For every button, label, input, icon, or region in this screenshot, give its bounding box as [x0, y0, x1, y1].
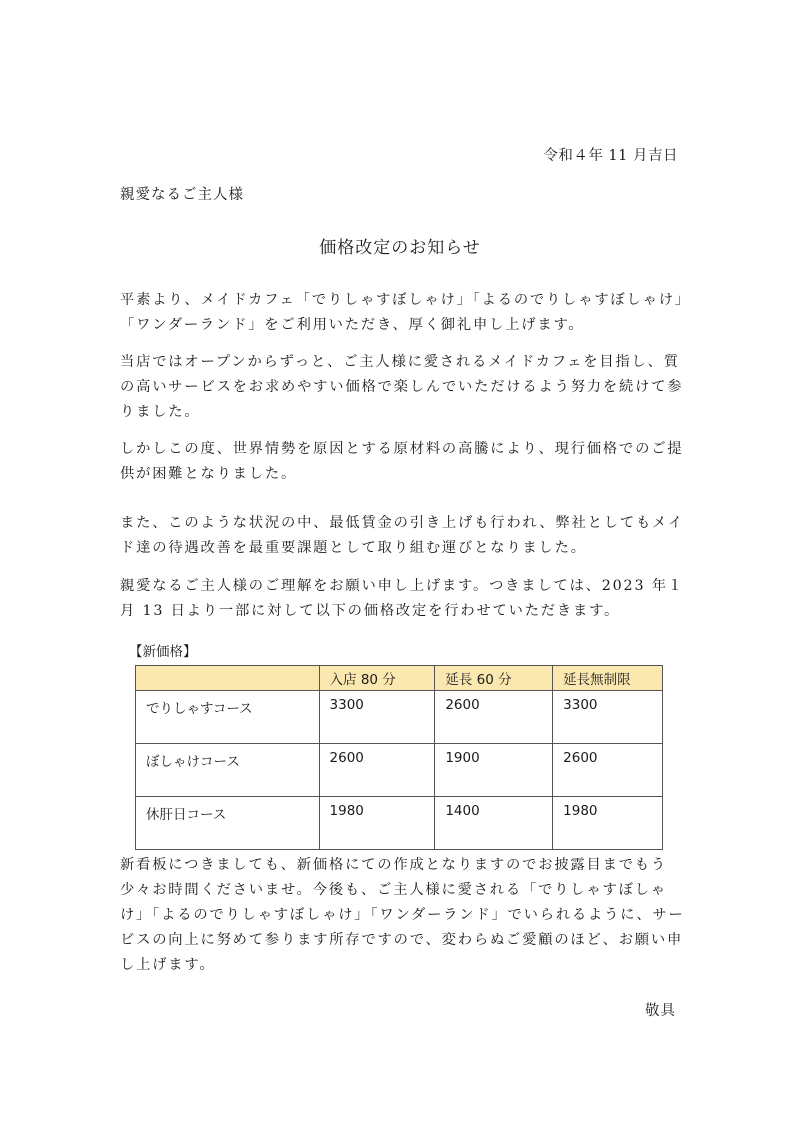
entry-80-price-cell: 2600 [319, 744, 435, 797]
document-date: 令和４年 11 月吉日 [543, 148, 678, 164]
table-row [136, 744, 663, 797]
header-cell-ext-60: 延長 60 分 [435, 666, 553, 691]
entry-80-price-cell: 3300 [319, 691, 435, 744]
price-table [135, 665, 663, 850]
paragraph-wages: また、このような状況の中、最低賃金の引き上げも行われ、弊社としてもメイド達の待遇改善を最重要課題として取り組む運びとなりました。 [120, 515, 684, 556]
ext-unlimited-price-cell: 3300 [553, 691, 663, 744]
closing-remark: 敬具 [645, 1003, 676, 1019]
ext-unlimited-price-cell: 1980 [553, 797, 663, 850]
header-cell-ext-unlimited: 延長無制限 [553, 666, 663, 691]
paragraph-signboard: 新看板につきましても、新価格にての作成となりますのでお披露目までもう少々お時間くださいませ。今後も、ご主人様に愛される「でりしゃすぼしゃけ」「よるのでりしゃすぼしゃけ」「ワンダーランド」でいられるように、サービスの向上に努めて参ります所存ですので、変わらぬご愛顧のほど、お願い申し上げます。 [120, 857, 685, 973]
table-row [136, 691, 663, 744]
ext-unlimited-price-cell: 2600 [553, 744, 663, 797]
paragraph-cost-rise: しかしこの度、世界情勢を原因とする原材料の高騰により、現行価格でのご提供が困難となりました。 [120, 441, 684, 482]
recipient: 親愛なるご主人様 [120, 187, 244, 203]
price-table-header-row [136, 666, 663, 691]
entry-80-price-cell: 1980 [319, 797, 435, 850]
course-name-cell: 休肝日コース [136, 797, 320, 850]
paragraph-announcement: 親愛なるご主人様のご理解をお願い申し上げます。つきましては、2023 年１月 13 日より一部に対して以下の価格改定を行わせていただきます。 [120, 578, 684, 619]
ext-60-price-cell: 2600 [435, 691, 553, 744]
paragraph-service: 当店ではオープンからずっと、ご主人様に愛されるメイドカフェを目指し、質の高いサービスをお求めやすい価格で楽しんでいただけるよう努力を続けて参りました。 [120, 354, 684, 420]
ext-60-price-cell: 1900 [435, 744, 553, 797]
header-cell-course [136, 666, 320, 691]
price-table-label: 【新価格】 [129, 644, 197, 660]
course-name-cell: ぼしゃけコース [136, 744, 320, 797]
paragraph-greeting: 平素より、メイドカフェ「でりしゃすぼしゃけ」「よるのでりしゃすぼしゃけ」「ワンダーランド」をご利用いただき、厚く御礼申し上げます。 [120, 292, 684, 333]
ext-60-price-cell: 1400 [435, 797, 553, 850]
table-row [136, 797, 663, 850]
course-name-cell: でりしゃすコース [136, 691, 320, 744]
header-cell-entry-80: 入店 80 分 [319, 666, 435, 691]
document-title: 価格改定のお知らせ [319, 238, 481, 258]
